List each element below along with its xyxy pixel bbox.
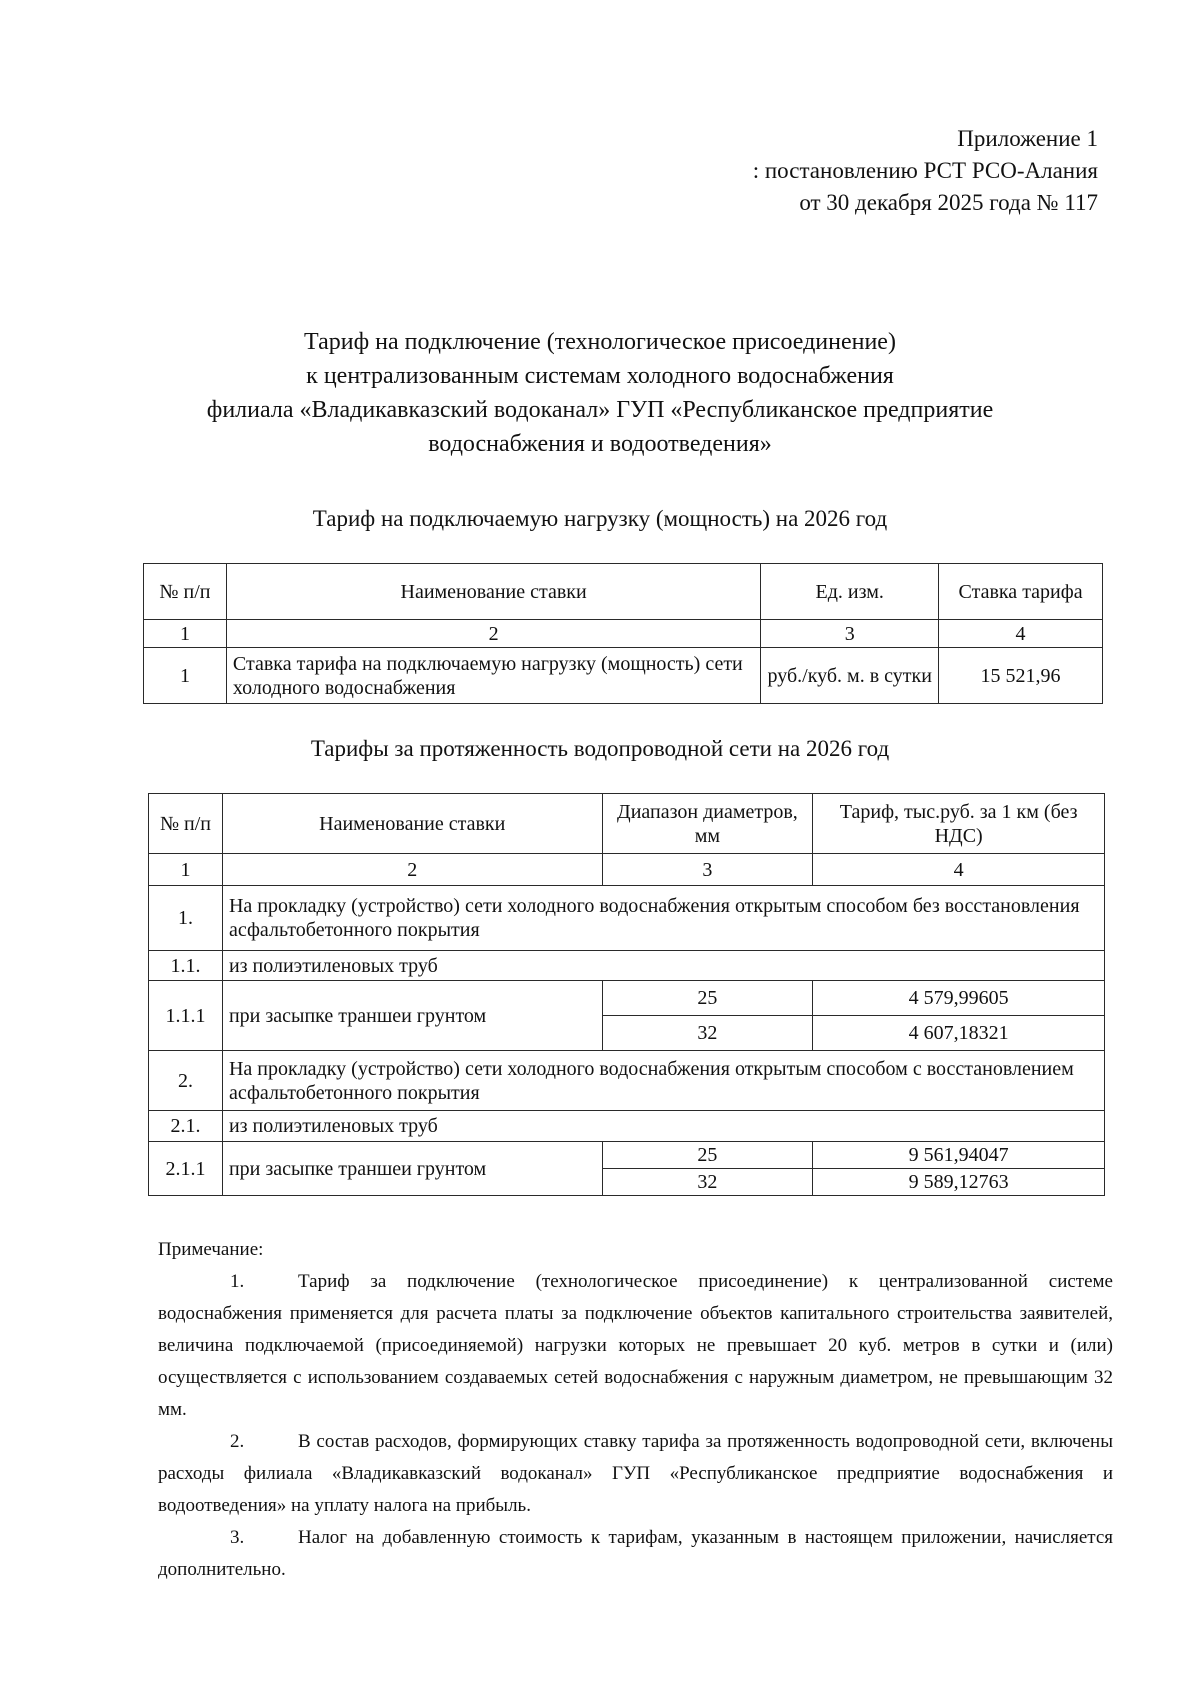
col-number: 1 bbox=[144, 620, 227, 648]
subsection-row bbox=[149, 951, 1105, 981]
col-number: 2 bbox=[226, 620, 760, 648]
tariff-value: 9 589,12763 bbox=[813, 1169, 1105, 1196]
diameter-value: 32 bbox=[602, 1016, 813, 1051]
note-text: Налог на добавленную стоимость к тарифам, указанным в настоящем приложении, начисляется дополнительно. bbox=[158, 1527, 1113, 1580]
item-num: 1.1.1 bbox=[149, 981, 223, 1051]
note-item bbox=[158, 1266, 1113, 1426]
col-number: 2 bbox=[222, 854, 602, 886]
subsection-row bbox=[149, 1111, 1105, 1142]
title-line-3: филиала «Владикавказский водоканал» ГУП «Республиканское предприятие bbox=[206, 397, 994, 423]
connection-load-tariff-table bbox=[143, 563, 1103, 704]
note-item bbox=[158, 1426, 1113, 1522]
table-header-row bbox=[144, 564, 1103, 620]
col-number: 4 bbox=[939, 620, 1103, 648]
section-row bbox=[149, 886, 1105, 951]
section-num: 1. bbox=[149, 886, 223, 951]
row-num: 1 bbox=[144, 648, 227, 704]
subsection-num: 2.1. bbox=[149, 1111, 223, 1142]
subsection-name: из полиэтиленовых труб bbox=[222, 951, 1104, 981]
column-number-row bbox=[149, 854, 1105, 886]
table-row bbox=[149, 981, 1105, 1016]
subsection-name: из полиэтиленовых труб bbox=[222, 1111, 1104, 1142]
diameter-value: 25 bbox=[602, 981, 813, 1016]
header-diameter: Диапазон диаметров, мм bbox=[602, 794, 813, 854]
resolution-reference: : постановлению РСТ РСО-Алания bbox=[752, 158, 1098, 183]
note-number: 1. bbox=[230, 1271, 245, 1292]
title-line-4: водоснабжения и водоотведения» bbox=[428, 431, 772, 457]
item-name: при засыпке траншеи грунтом bbox=[222, 981, 602, 1051]
item-name: при засыпке траншеи грунтом bbox=[222, 1142, 602, 1196]
table-row bbox=[144, 648, 1103, 704]
appendix-label: Приложение 1 bbox=[957, 126, 1098, 151]
col-number: 4 bbox=[813, 854, 1105, 886]
document-title bbox=[0, 325, 1200, 461]
col-number: 3 bbox=[602, 854, 813, 886]
header-unit: Ед. изм. bbox=[761, 564, 939, 620]
row-unit: руб./куб. м. в сутки bbox=[761, 648, 939, 704]
diameter-value: 32 bbox=[602, 1169, 813, 1196]
table-row bbox=[149, 1142, 1105, 1169]
section-row bbox=[149, 1051, 1105, 1111]
column-number-row bbox=[144, 620, 1103, 648]
note-item bbox=[158, 1522, 1113, 1586]
note-text: Тариф за подключение (технологическое присоединение) к централизованной системе водоснабжения применяется для расчета платы за подключение объектов капитального строительства заявителей, величина подключаемой (присоединяемой) нагрузки которых не превышает 20 куб. метров в сутки и (или) осуществляется с использованием создаваемых сетей водоснабжения с наружным диаметром, не превышающим 32 мм. bbox=[158, 1271, 1113, 1420]
header-name: Наименование ставки bbox=[222, 794, 602, 854]
network-length-tariff-table bbox=[148, 793, 1105, 1196]
header-num: № п/п bbox=[144, 564, 227, 620]
note-number: 3. bbox=[230, 1527, 245, 1548]
tariff-value: 4 607,18321 bbox=[813, 1016, 1105, 1051]
tariff-value: 4 579,99605 bbox=[813, 981, 1105, 1016]
row-name: Ставка тарифа на подключаемую нагрузку (мощность) сети холодного водоснабжения bbox=[226, 648, 760, 704]
section-name: На прокладку (устройство) сети холодного водоснабжения открытым способом без восстановления асфальтобетонного покрытия bbox=[222, 886, 1104, 951]
tariff-value: 9 561,94047 bbox=[813, 1142, 1105, 1169]
header-name: Наименование ставки bbox=[226, 564, 760, 620]
resolution-date-number: от 30 декабря 2025 года № 117 bbox=[799, 190, 1098, 215]
note-text: В состав расходов, формирующих ставку тарифа за протяженность водопроводной сети, включены расходы филиала «Владикавказский водоканал» ГУП «Республиканское предприятие водоснабжения и водоотведения» на уплату налога на прибыль. bbox=[158, 1431, 1113, 1516]
col-number: 1 bbox=[149, 854, 223, 886]
table2-caption: Тарифы за протяженность водопроводной сети на 2026 год bbox=[310, 736, 890, 761]
note-number: 2. bbox=[230, 1431, 245, 1452]
title-line-2: к централизованным системам холодного водоснабжения bbox=[306, 363, 894, 389]
header-tariff: Тариф, тыс.руб. за 1 км (без НДС) bbox=[813, 794, 1105, 854]
notes-section bbox=[158, 1234, 1113, 1586]
notes-label: Примечание: bbox=[158, 1239, 264, 1260]
section-name: На прокладку (устройство) сети холодного водоснабжения открытым способом с восстановлением асфальтобетонного покрытия bbox=[222, 1051, 1104, 1111]
title-line-1: Тариф на подключение (технологическое присоединение) bbox=[304, 329, 896, 355]
section-num: 2. bbox=[149, 1051, 223, 1111]
diameter-value: 25 bbox=[602, 1142, 813, 1169]
table1-caption: Тариф на подключаемую нагрузку (мощность) на 2026 год bbox=[312, 506, 888, 531]
subsection-num: 1.1. bbox=[149, 951, 223, 981]
item-num: 2.1.1 bbox=[149, 1142, 223, 1196]
col-number: 3 bbox=[761, 620, 939, 648]
table-header-row bbox=[149, 794, 1105, 854]
row-rate: 15 521,96 bbox=[939, 648, 1103, 704]
header-rate: Ставка тарифа bbox=[939, 564, 1103, 620]
header-num: № п/п bbox=[149, 794, 223, 854]
